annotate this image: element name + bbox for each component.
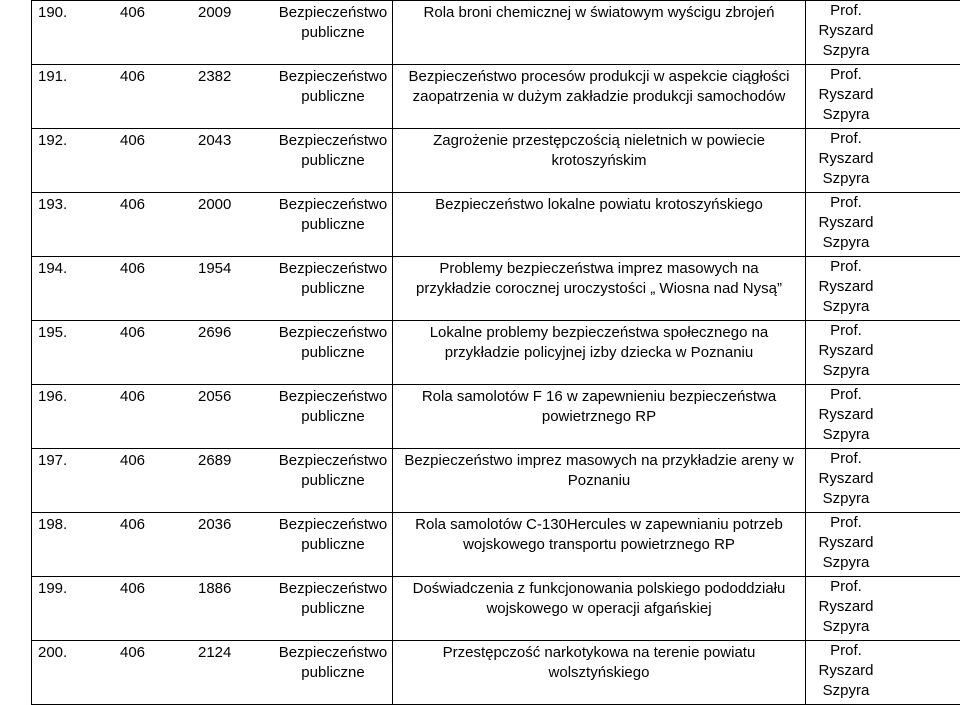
row-id: 2036	[198, 515, 231, 535]
promoter-cell	[806, 513, 960, 577]
table-row	[32, 385, 960, 449]
row-title: Bezpieczeństwo procesów produkcji w aspekcie ciągłości zaopatrzenia w dużym zakładzie produkcji samochodów	[393, 67, 805, 107]
row-field: Bezpieczeństwo publiczne	[278, 579, 388, 619]
title-cell	[393, 129, 806, 193]
title-cell	[393, 449, 806, 513]
row-id: 1886	[198, 579, 231, 599]
row-number: 196.	[38, 387, 67, 407]
row-promoter: Prof. Ryszard Szpyra	[806, 513, 880, 573]
row-code: 406	[120, 451, 145, 471]
table-row	[32, 129, 960, 193]
table-row	[32, 641, 960, 705]
thesis-table	[31, 0, 960, 705]
meta-cell	[32, 257, 393, 321]
title-cell	[393, 385, 806, 449]
row-promoter: Prof. Ryszard Szpyra	[806, 65, 880, 125]
row-number: 197.	[38, 451, 67, 471]
table-row	[32, 577, 960, 641]
row-field: Bezpieczeństwo publiczne	[278, 3, 388, 43]
row-number: 198.	[38, 515, 67, 535]
thesis-table-body	[32, 1, 960, 705]
row-field: Bezpieczeństwo publiczne	[278, 451, 388, 491]
promoter-cell	[806, 65, 960, 129]
row-title: Problemy bezpieczeństwa imprez masowych na przykładzie corocznej uroczystości „ Wiosna nad Nysą”	[393, 259, 805, 299]
row-id: 2382	[198, 67, 231, 87]
promoter-cell	[806, 321, 960, 385]
row-promoter: Prof. Ryszard Szpyra	[806, 321, 880, 381]
row-promoter: Prof. Ryszard Szpyra	[806, 641, 880, 701]
row-code: 406	[120, 387, 145, 407]
row-field: Bezpieczeństwo publiczne	[278, 643, 388, 683]
row-number: 192.	[38, 131, 67, 151]
row-field: Bezpieczeństwo publiczne	[278, 387, 388, 427]
row-title: Bezpieczeństwo lokalne powiatu krotoszyńskiego	[393, 195, 805, 215]
row-number: 200.	[38, 643, 67, 663]
table-row	[32, 257, 960, 321]
row-id: 1954	[198, 259, 231, 279]
promoter-cell	[806, 257, 960, 321]
row-promoter: Prof. Ryszard Szpyra	[806, 385, 880, 445]
row-title: Rola broni chemicznej w światowym wyścigu zbrojeń	[393, 3, 805, 23]
row-code: 406	[120, 131, 145, 151]
table-row	[32, 1, 960, 65]
title-cell	[393, 513, 806, 577]
row-number: 199.	[38, 579, 67, 599]
row-field: Bezpieczeństwo publiczne	[278, 131, 388, 171]
promoter-cell	[806, 641, 960, 705]
row-id: 2124	[198, 643, 231, 663]
row-field: Bezpieczeństwo publiczne	[278, 67, 388, 107]
row-id: 2689	[198, 451, 231, 471]
meta-cell	[32, 385, 393, 449]
title-cell	[393, 257, 806, 321]
meta-cell	[32, 65, 393, 129]
row-id: 2696	[198, 323, 231, 343]
row-title: Rola samolotów F 16 w zapewnieniu bezpieczeństwa powietrznego RP	[393, 387, 805, 427]
row-number: 193.	[38, 195, 67, 215]
promoter-cell	[806, 193, 960, 257]
meta-cell	[32, 129, 393, 193]
row-id: 2043	[198, 131, 231, 151]
row-title: Przestępczość narkotykowa na terenie powiatu wolsztyńskiego	[393, 643, 805, 683]
row-title: Rola samolotów C-130Hercules w zapewnianiu potrzeb wojskowego transportu powietrznego RP	[393, 515, 805, 555]
row-code: 406	[120, 579, 145, 599]
title-cell	[393, 641, 806, 705]
row-number: 194.	[38, 259, 67, 279]
row-promoter: Prof. Ryszard Szpyra	[806, 577, 880, 637]
meta-cell	[32, 193, 393, 257]
row-promoter: Prof. Ryszard Szpyra	[806, 1, 880, 61]
table-row	[32, 449, 960, 513]
meta-cell	[32, 641, 393, 705]
row-title: Zagrożenie przestępczością nieletnich w powiecie krotoszyńskim	[393, 131, 805, 171]
row-code: 406	[120, 67, 145, 87]
table-row	[32, 65, 960, 129]
title-cell	[393, 1, 806, 65]
title-cell	[393, 577, 806, 641]
title-cell	[393, 193, 806, 257]
row-promoter: Prof. Ryszard Szpyra	[806, 129, 880, 189]
row-code: 406	[120, 195, 145, 215]
row-id: 2000	[198, 195, 231, 215]
row-field: Bezpieczeństwo publiczne	[278, 195, 388, 235]
table-row	[32, 321, 960, 385]
row-number: 191.	[38, 67, 67, 87]
meta-cell	[32, 1, 393, 65]
row-promoter: Prof. Ryszard Szpyra	[806, 449, 880, 509]
row-field: Bezpieczeństwo publiczne	[278, 515, 388, 555]
row-code: 406	[120, 515, 145, 535]
title-cell	[393, 321, 806, 385]
row-code: 406	[120, 643, 145, 663]
meta-cell	[32, 321, 393, 385]
table-row	[32, 513, 960, 577]
title-cell	[393, 65, 806, 129]
promoter-cell	[806, 449, 960, 513]
table-row	[32, 193, 960, 257]
promoter-cell	[806, 577, 960, 641]
row-title: Lokalne problemy bezpieczeństwa społecznego na przykładzie policyjnej izby dziecka w Poznaniu	[393, 323, 805, 363]
row-number: 195.	[38, 323, 67, 343]
row-field: Bezpieczeństwo publiczne	[278, 323, 388, 363]
row-code: 406	[120, 323, 145, 343]
promoter-cell	[806, 385, 960, 449]
meta-cell	[32, 449, 393, 513]
row-field: Bezpieczeństwo publiczne	[278, 259, 388, 299]
meta-cell	[32, 577, 393, 641]
row-number: 190.	[38, 3, 67, 23]
promoter-cell	[806, 1, 960, 65]
row-title: Doświadczenia z funkcjonowania polskiego pododdziału wojskowego w operacji afgańskiej	[393, 579, 805, 619]
row-code: 406	[120, 3, 145, 23]
promoter-cell	[806, 129, 960, 193]
row-id: 2009	[198, 3, 231, 23]
row-code: 406	[120, 259, 145, 279]
meta-cell	[32, 513, 393, 577]
row-promoter: Prof. Ryszard Szpyra	[806, 193, 880, 253]
row-promoter: Prof. Ryszard Szpyra	[806, 257, 880, 317]
row-title: Bezpieczeństwo imprez masowych na przykładzie areny w Poznaniu	[393, 451, 805, 491]
row-id: 2056	[198, 387, 231, 407]
